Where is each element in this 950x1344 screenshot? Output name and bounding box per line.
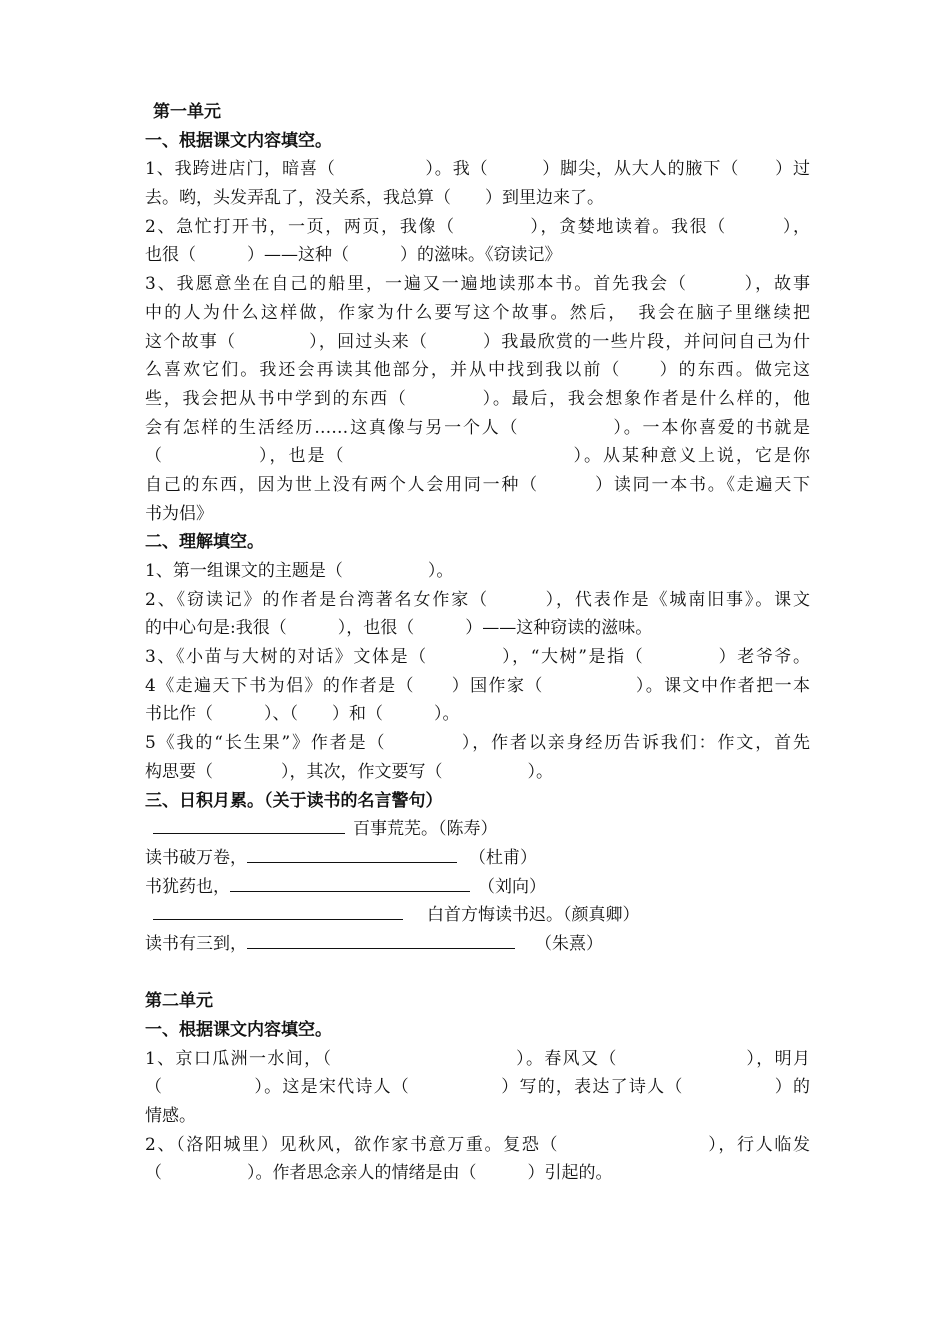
text-line: （ ）。这是宋代诗人（ ）写的，表达了诗人（ ）的 [145, 1077, 810, 1098]
quote-line: 读书破万卷， （杜甫） [145, 844, 810, 873]
spacer [145, 959, 810, 988]
text-line: 1、第一组课文的主题是（ ）。 [145, 561, 454, 581]
text-line: 3、我愿意坐在自己的船里，一遍又一遍地读那本书。首先我会（ ），故事 [145, 274, 810, 295]
unit1-section2-heading: 二、理解填空。 [145, 532, 264, 553]
unit2-section1-heading: 一、根据课文内容填空。 [145, 1020, 332, 1040]
answer-blank[interactable] [247, 930, 515, 949]
answer-blank[interactable] [247, 844, 457, 863]
text-line: 中的人为什么这样做，作家为什么要写这个故事。然后， 我会在脑子里继续把 [145, 302, 810, 323]
text-line: 么喜欢它们。我还会再读其他部分，并从中找到我以前（ ）的东西。做完这 [145, 360, 810, 381]
text-line: 的中心句是:我很（ ），也很（ ）——这种窃读的滋味。 [145, 618, 653, 639]
text-line: 1、我跨进店门，暗喜（ ）。我（ ）脚尖，从大人的腋下（ ）过 [145, 159, 810, 180]
quote-line: 读书有三到， （朱熹） [145, 930, 810, 959]
text-line: 书比作（ ）、（ ）和（ ）。 [145, 704, 460, 725]
text-line: （ ），也是（ ）。从某种意义上说，它是你 [145, 446, 810, 467]
text-line: 会有怎样的生活经历……这真像与另一个人（ ）。一本你喜爱的书就是 [145, 417, 810, 438]
text-line: 书为侣》 [145, 503, 213, 524]
quote-line: 白首方悔读书迟。（颜真卿） [145, 901, 810, 930]
text-line: （ ）。作者思念亲人的情绪是由（ ）引起的。 [145, 1163, 613, 1184]
text-line: 2、《窃读记》的作者是台湾著名女作家（ ），代表作是《城南旧事》。课文 [145, 589, 810, 610]
text-line: 这个故事（ ），回过头来（ ）我最欣赏的一些片段，并问问自己为什 [145, 331, 810, 352]
text-line: 1、京口瓜洲一水间，（ ）。春风又（ ），明月 [145, 1048, 810, 1069]
text-line: 情感。 [145, 1106, 196, 1127]
unit2-title: 第二单元 [145, 991, 213, 1012]
worksheet-page [145, 98, 810, 1188]
text-line: 2、急忙打开书，一页，两页，我像（ ），贪婪地读着。我很（ ）， [145, 216, 810, 237]
text-line: 自己的东西，因为世上没有两个人会用同一种（ ）读同一本书。《走遍天下 [145, 474, 810, 495]
answer-blank[interactable] [230, 873, 470, 892]
text-line: 去。哟，头发弄乱了，没关系，我总算（ ）到里边来了。 [145, 188, 604, 209]
unit1-title: 第一单元 [153, 102, 221, 122]
unit1-section3-heading: 三、日积月累。（关于读书的名言警句） [145, 790, 443, 811]
text-line: 5《我的“长生果”》作者是（ ），作者以亲身经历告诉我们：作文，首先 [145, 733, 810, 754]
text-line: 3、《小苗与大树的对话》文体是（ ），“大树”是指（ ）老爷爷。 [145, 647, 810, 668]
text-line: 4《走遍天下书为侣》的作者是（ ）国作家（ ）。课文中作者把一本 [145, 675, 810, 696]
answer-blank[interactable] [153, 901, 403, 920]
text-line: 2、（洛阳城里）见秋风，欲作家书意万重。复恐（ ），行人临发 [145, 1134, 810, 1155]
quote-line: 百事荒芜。（陈寿） [145, 815, 810, 844]
text-line: 些，我会把从书中学到的东西（ ）。最后，我会想象作者是什么样的，他 [145, 388, 810, 409]
text-line: 构思要（ ），其次，作文要写（ ）。 [145, 761, 553, 782]
answer-blank[interactable] [153, 815, 345, 834]
unit1-section1-heading: 一、根据课文内容填空。 [145, 130, 332, 151]
quote-line: 书犹药也， （刘向） [145, 873, 810, 902]
text-line: 也很（ ）——这种（ ）的滋味。《窃读记》 [145, 245, 562, 266]
